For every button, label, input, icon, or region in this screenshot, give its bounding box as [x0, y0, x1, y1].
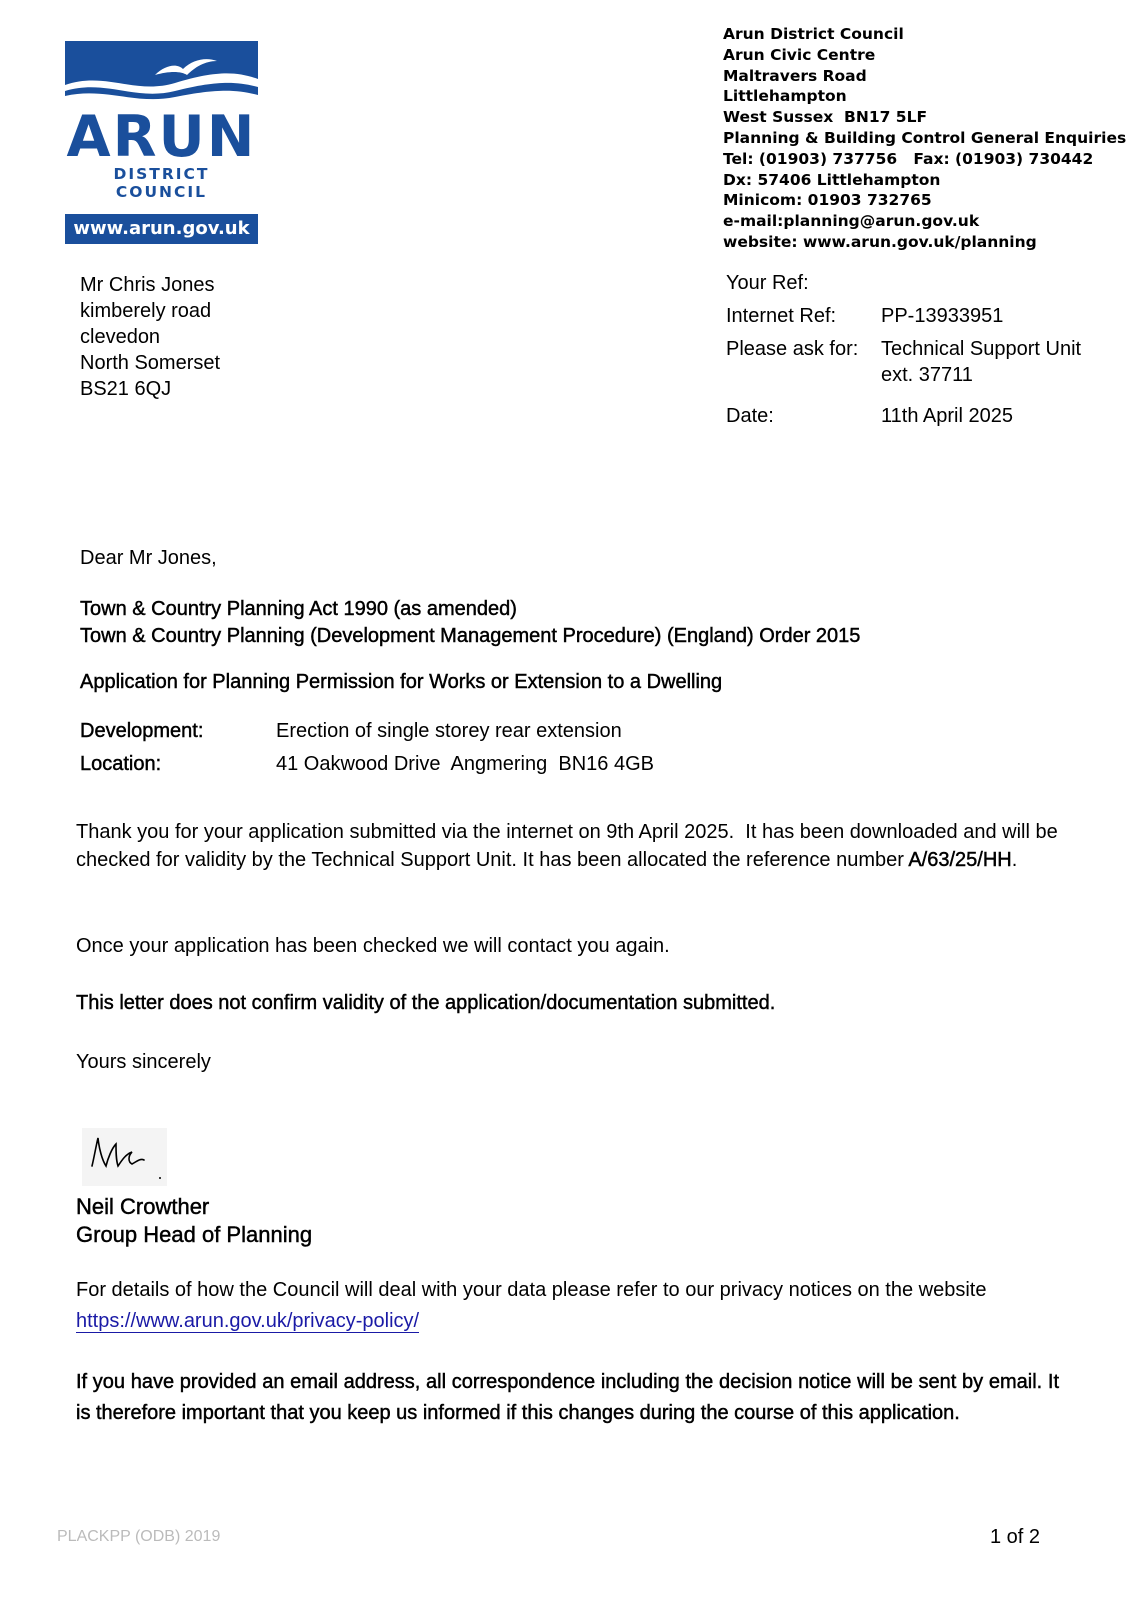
legislation-heading	[80, 596, 860, 650]
closing: Yours sincerely	[76, 1051, 211, 1073]
recipient-address	[80, 272, 220, 402]
handwritten-signature	[82, 1128, 167, 1186]
your-ref-label: Your Ref:	[726, 272, 809, 294]
logo-website: www.arun.gov.uk	[65, 214, 258, 244]
council-line: Tel: (01903) 737756 Fax: (01903) 730442	[723, 149, 1094, 168]
council-line: Arun Civic Centre	[723, 45, 876, 64]
council-line: Maltravers Road	[723, 66, 867, 85]
council-line: Minicom: 01903 732765	[723, 191, 932, 210]
location-value: 41 Oakwood Drive Angmering BN16 4GB	[276, 753, 654, 775]
date-label: Date:	[726, 405, 774, 427]
council-line: Arun District Council	[723, 25, 904, 43]
development-label: Development:	[80, 720, 204, 742]
date-value: 11th April 2025	[881, 405, 1013, 427]
privacy-paragraph	[76, 1275, 1066, 1337]
council-line: Dx: 57406 Littlehampton	[723, 170, 941, 189]
recipient-line: clevedon	[80, 326, 161, 348]
council-email: e-mail:planning@arun.gov.uk	[723, 212, 980, 231]
location-label: Location:	[80, 753, 162, 775]
recipient-line: Mr Chris Jones	[80, 274, 215, 296]
internet-ref-value: PP-13933951	[881, 305, 1004, 327]
signer-title: Group Head of Planning	[76, 1222, 313, 1247]
recipient-line: kimberely road	[80, 300, 212, 322]
reference-number: A/63/25/HH	[908, 849, 1012, 871]
seagull-wave-emblem	[65, 41, 258, 103]
next-steps-paragraph: Once your application has been checked we will contact you again.	[76, 935, 670, 957]
act-line: Town & Country Planning Act 1990 (as amended)	[80, 598, 517, 620]
logo-wordmark: ARUN	[66, 104, 257, 170]
salutation: Dear Mr Jones,	[80, 547, 217, 569]
recipient-line: North Somerset	[80, 352, 221, 374]
privacy-policy-link[interactable]: https://www.arun.gov.uk/privacy-policy/	[76, 1310, 420, 1332]
council-line: Planning & Building Control General Enquiries	[723, 128, 1127, 147]
acknowledgement-paragraph	[76, 818, 1066, 874]
ask-for-label: Please ask for:	[726, 338, 859, 360]
council-address-block	[723, 24, 1126, 253]
acknowledgement-text: Thank you for your application submitted via the internet on 9th April 2025. It has been downloaded and will be checked for validity by the Technical Support Unit. It has been allocated the reference number	[76, 821, 1064, 871]
order-line: Town & Country Planning (Development Management Procedure) (England) Order 2015	[80, 625, 861, 647]
recipient-line: BS21 6QJ	[80, 378, 172, 400]
signer-block	[76, 1193, 312, 1249]
internet-ref-label: Internet Ref:	[726, 305, 837, 327]
ask-for-ext: ext. 37711	[881, 364, 973, 386]
validity-disclaimer: This letter does not confirm validity of the application/documentation submitted.	[76, 992, 776, 1014]
email-notice: If you have provided an email address, all correspondence including the decision notice will be sent by email. It is therefore important that you keep us informed if this changes during the course of this application.	[76, 1371, 1059, 1424]
council-line: Littlehampton	[723, 87, 847, 106]
signer-name: Neil Crowther	[76, 1194, 210, 1219]
acknowledgement-end: .	[1011, 849, 1018, 871]
arun-logo	[65, 41, 258, 244]
ask-for-value: Technical Support Unit	[881, 338, 1082, 360]
logo-subtitle: DISTRICT COUNCIL	[113, 165, 210, 201]
development-value: Erection of single storey rear extension	[276, 720, 622, 742]
council-website: website: www.arun.gov.uk/planning	[723, 232, 1037, 251]
document-code: PLACKPP (ODB) 2019	[57, 1528, 221, 1545]
council-line: West Sussex BN17 5LF	[723, 108, 928, 127]
privacy-text: For details of how the Council will deal with your data please refer to our privacy notices on the website	[76, 1279, 987, 1301]
page-number: 1 of 2	[990, 1526, 1041, 1548]
application-title: Application for Planning Permission for Works or Extension to a Dwelling	[80, 671, 723, 693]
